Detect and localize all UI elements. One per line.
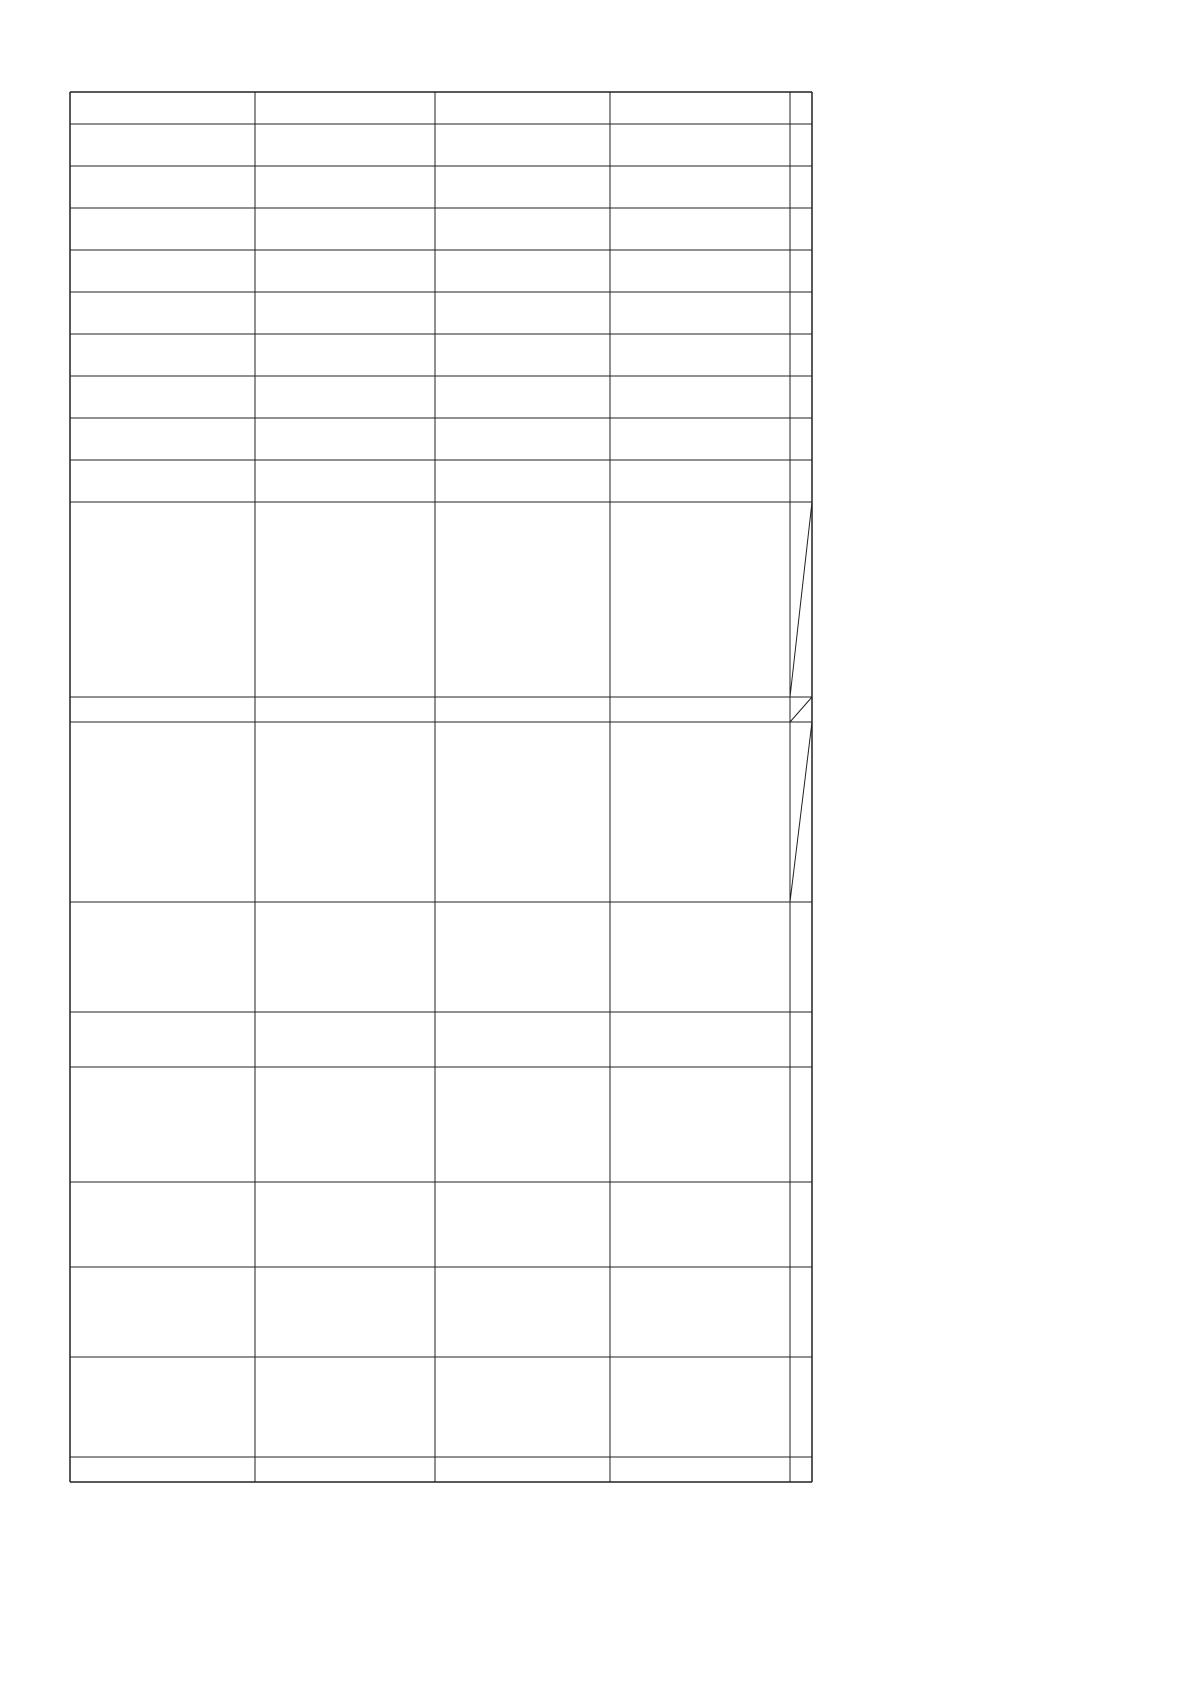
grid-line <box>790 502 812 697</box>
grid-line <box>790 697 812 722</box>
grid-line <box>790 722 812 902</box>
